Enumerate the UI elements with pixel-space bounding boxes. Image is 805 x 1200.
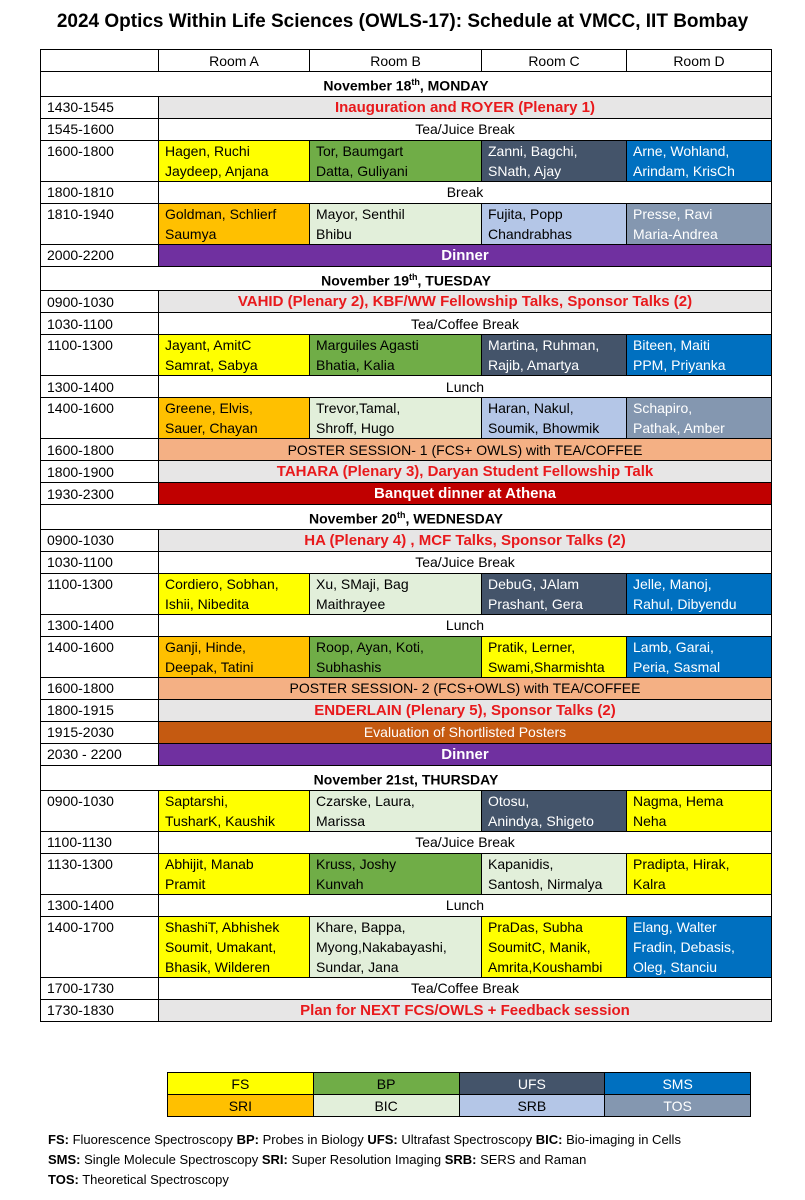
session-title: Tea/Juice Break (415, 121, 515, 138)
abbreviation: UFS: (367, 1132, 398, 1147)
speaker-cell-b (310, 853, 482, 894)
time-slot: 1915-2030 (41, 721, 159, 743)
abbreviation: BP: (236, 1132, 259, 1147)
speaker-line: Schapiro, (633, 400, 693, 417)
speaker-line: Peria, Sasmal (633, 658, 721, 675)
abbreviation-meaning: Super Resolution Imaging (287, 1152, 445, 1167)
speaker-line: Haran, Nakul, (488, 400, 574, 417)
session-row (41, 439, 772, 461)
speaker-cell-c (482, 140, 627, 181)
session-cell (159, 244, 772, 266)
speaker-line: Subhashis (316, 658, 382, 675)
day-name: , MONDAY (419, 77, 489, 94)
session-row (41, 677, 772, 699)
time-slot: 1800-1900 (41, 461, 159, 483)
speaker-line: Abhijit, Manab (165, 855, 254, 872)
time-slot: 1400-1600 (41, 398, 159, 439)
speaker-line: Ishii, Nibedita (165, 595, 250, 612)
speaker-cell-d (627, 916, 772, 977)
abbreviation-meaning: Ultrafast Spectroscopy (397, 1132, 536, 1147)
speaker-line: Rajib, Amartya (488, 357, 580, 374)
day-header-row (41, 72, 772, 97)
session-row (41, 831, 772, 853)
session-title: ENDERLAIN (Plenary 5), Sponsor Talks (2) (314, 701, 616, 719)
definition-line (48, 1150, 798, 1170)
session-cell (159, 677, 772, 699)
session-cell (159, 96, 772, 118)
session-cell (159, 614, 772, 636)
speaker-cell-d (627, 203, 772, 244)
time-slot: 1300-1400 (41, 894, 159, 916)
session-title: Inauguration and ROYER (Plenary 1) (334, 98, 596, 116)
page-title: 2024 Optics Within Life Sciences (OWLS-17): Schedule at VMCC, IIT Bombay (56, 11, 749, 32)
speaker-line: Kruss, Joshy (316, 855, 397, 872)
speaker-cell-c (482, 790, 627, 831)
session-row (41, 977, 772, 999)
speaker-cell-d (627, 853, 772, 894)
parallel-session-row (41, 790, 772, 831)
session-title: Lunch (445, 617, 485, 634)
speaker-line: Presse, Ravi (633, 205, 713, 222)
speaker-line: Sundar, Jana (316, 958, 399, 975)
speaker-line: Pratik, Lerner, (488, 638, 576, 655)
session-cell (159, 999, 772, 1021)
speaker-line: Czarske, Laura, (316, 792, 415, 809)
speaker-line: Santosh, Nirmalya (488, 875, 603, 892)
parallel-session-row (41, 916, 772, 977)
room-header-row (41, 50, 772, 72)
abbreviation: SRB: (444, 1152, 477, 1167)
parallel-session-row (41, 573, 772, 614)
abbreviation-meaning: Fluorescence Spectroscopy (68, 1132, 237, 1147)
speaker-line: Bhibu (316, 225, 352, 242)
session-title: HA (Plenary 4) , MCF Talks, Sponsor Talks (2) (304, 531, 626, 549)
speaker-line: Anindya, Shigeto (488, 812, 594, 829)
speaker-cell-b (310, 636, 482, 677)
speaker-line: Kalra (633, 875, 666, 892)
legend-swatch-srb: SRB (459, 1095, 605, 1117)
speaker-line: Biteen, Maiti (633, 337, 711, 354)
session-cell (159, 977, 772, 999)
schedule-table (40, 49, 772, 1022)
speaker-cell-d (627, 790, 772, 831)
speaker-line: Martina, Ruhman, (488, 337, 600, 354)
speaker-line: Tor, Baumgart (316, 142, 404, 159)
speaker-line: Lamb, Garai, (633, 638, 714, 655)
speaker-line: Samrat, Sabya (165, 357, 258, 374)
speaker-line: Marissa (316, 812, 366, 829)
day-name: , THURSDAY (414, 771, 499, 788)
speaker-cell-c (482, 573, 627, 614)
speaker-cell-a (159, 916, 310, 977)
speaker-cell-b (310, 573, 482, 614)
legend-row (168, 1073, 751, 1095)
time-slot: 1300-1400 (41, 614, 159, 636)
speaker-line: Otosu, (488, 792, 530, 809)
speaker-line: Jelle, Manoj, (633, 575, 712, 592)
speaker-cell-d (627, 335, 772, 376)
time-slot: 1600-1800 (41, 140, 159, 181)
session-title: Plan for NEXT FCS/OWLS + Feedback session (300, 1001, 630, 1019)
speaker-cell-a (159, 790, 310, 831)
session-title: Lunch (445, 378, 485, 395)
speaker-cell-a (159, 573, 310, 614)
abbreviation: FS: (48, 1132, 69, 1147)
time-slot: 1800-1915 (41, 699, 159, 721)
parallel-session-row (41, 398, 772, 439)
parallel-session-row (41, 636, 772, 677)
legend-swatch-tos: TOS (605, 1095, 751, 1117)
day-label: November 20 (309, 510, 397, 527)
speaker-cell-b (310, 335, 482, 376)
speaker-line: Mayor, Senthil (316, 205, 405, 222)
time-slot: 1810-1940 (41, 203, 159, 244)
session-cell (159, 291, 772, 313)
speaker-cell-d (627, 140, 772, 181)
speaker-cell-c (482, 916, 627, 977)
legend-row (168, 1095, 751, 1117)
speaker-line: Maithrayee (316, 595, 386, 612)
speaker-line: Xu, SMaji, Bag (316, 575, 409, 592)
abbreviation-meaning: Probes in Biology (258, 1132, 368, 1147)
speaker-line: Zanni, Bagchi, (488, 142, 578, 159)
abbreviation-meaning: Bio-imaging in Cells (562, 1132, 681, 1147)
time-slot: 1100-1300 (41, 335, 159, 376)
speaker-line: Cordiero, Sobhan, (165, 575, 279, 592)
speaker-line: Trevor,Tamal, (316, 400, 401, 417)
session-title: Dinner (441, 745, 489, 763)
session-title: Banquet dinner at Athena (374, 485, 556, 503)
speaker-line: Kapanidis, (488, 855, 554, 872)
session-title: POSTER SESSION- 1 (FCS+ OWLS) with TEA/COFFEE (287, 441, 643, 458)
speaker-line: TusharK, Kaushik (165, 812, 275, 829)
time-slot: 1700-1730 (41, 977, 159, 999)
parallel-session-row (41, 335, 772, 376)
day-header (41, 765, 772, 790)
room-header-c: Room C (482, 50, 627, 72)
abbreviation-definitions (48, 1130, 798, 1190)
room-header-b: Room B (310, 50, 482, 72)
abbreviation-meaning: SERS and Raman (476, 1152, 587, 1167)
speaker-line: Kunvah (316, 875, 364, 892)
time-slot: 1430-1545 (41, 96, 159, 118)
session-title: POSTER SESSION- 2 (FCS+OWLS) with TEA/COFFEE (289, 680, 641, 697)
speaker-cell-b (310, 398, 482, 439)
day-suffix: th (396, 510, 406, 521)
speaker-cell-a (159, 398, 310, 439)
day-header-row (41, 266, 772, 291)
definition-line (48, 1130, 798, 1150)
abbreviation-meaning: Single Molecule Spectroscopy (80, 1152, 262, 1167)
speaker-line: Nagma, Hema (633, 792, 724, 809)
session-cell (159, 313, 772, 335)
speaker-cell-d (627, 398, 772, 439)
session-row (41, 96, 772, 118)
speaker-line: Hagen, Ruchi (165, 142, 250, 159)
session-row (41, 118, 772, 140)
speaker-line: Elang, Walter (633, 918, 717, 935)
session-row (41, 551, 772, 573)
session-cell (159, 699, 772, 721)
speaker-line: Swami,Sharmishta (488, 658, 605, 675)
session-row (41, 376, 772, 398)
day-name: , WEDNESDAY (405, 510, 503, 527)
time-slot: 1930-2300 (41, 483, 159, 505)
speaker-cell-c (482, 203, 627, 244)
speaker-line: SNath, Ajay (488, 162, 562, 179)
session-cell (159, 118, 772, 140)
speaker-line: Arne, Wohland, (633, 142, 730, 159)
speaker-line: Pramit (165, 875, 206, 892)
speaker-cell-a (159, 853, 310, 894)
speaker-cell-a (159, 140, 310, 181)
speaker-line: Greene, Elvis, (165, 400, 253, 417)
speaker-line: Saumya (165, 225, 217, 242)
session-cell (159, 181, 772, 203)
session-row (41, 614, 772, 636)
day-header-row (41, 505, 772, 530)
abbreviation: SRI: (261, 1152, 288, 1167)
session-row (41, 743, 772, 765)
speaker-line: Soumit, Umakant, (165, 938, 277, 955)
speaker-cell-c (482, 335, 627, 376)
session-title: TAHARA (Plenary 3), Daryan Student Fellowship Talk (276, 463, 654, 481)
session-row (41, 313, 772, 335)
session-cell (159, 483, 772, 505)
speaker-cell-b (310, 203, 482, 244)
legend-swatch-sri: SRI (168, 1095, 314, 1117)
time-slot: 1400-1600 (41, 636, 159, 677)
speaker-line: Myong,Nakabayashi, (316, 938, 447, 955)
speaker-line: Pathak, Amber (633, 420, 725, 437)
room-header-a: Room A (159, 50, 310, 72)
session-title: Lunch (445, 897, 485, 914)
speaker-line: Sauer, Chayan (165, 420, 258, 437)
definition-line (48, 1170, 798, 1190)
speaker-line: Datta, Guliyani (316, 162, 408, 179)
session-cell (159, 551, 772, 573)
speaker-cell-c (482, 636, 627, 677)
legend-swatch-bic: BIC (313, 1095, 459, 1117)
day-label: November 19 (321, 272, 410, 289)
session-row (41, 699, 772, 721)
speaker-cell-a (159, 203, 310, 244)
session-title: Break (446, 184, 484, 201)
speaker-line: Jayant, AmitC (165, 337, 252, 354)
room-header-d: Room D (627, 50, 772, 72)
time-slot: 1100-1130 (41, 831, 159, 853)
speaker-line: Prashant, Gera (488, 595, 583, 612)
session-row (41, 483, 772, 505)
time-slot: 2000-2200 (41, 244, 159, 266)
speaker-line: Saptarshi, (165, 792, 229, 809)
time-slot: 2030 - 2200 (41, 743, 159, 765)
session-title: Tea/Juice Break (415, 554, 515, 571)
session-cell (159, 439, 772, 461)
session-row (41, 999, 772, 1021)
speaker-cell-d (627, 636, 772, 677)
speaker-line: Roop, Ayan, Koti, (316, 638, 424, 655)
speaker-line: Bhatia, Kalia (316, 357, 395, 374)
time-slot: 1100-1300 (41, 573, 159, 614)
speaker-cell-b (310, 916, 482, 977)
session-title: Tea/Juice Break (415, 834, 515, 851)
legend-swatch-sms: SMS (605, 1073, 751, 1095)
speaker-cell-b (310, 790, 482, 831)
session-row (41, 291, 772, 313)
session-row (41, 244, 772, 266)
speaker-line: Soumik, Bhowmik (488, 420, 600, 437)
parallel-session-row (41, 140, 772, 181)
day-suffix: th (409, 271, 418, 282)
speaker-line: Ganji, Hinde, (165, 638, 246, 655)
corner-cell (41, 50, 159, 72)
time-slot: 1130-1300 (41, 853, 159, 894)
session-title: VAHID (Plenary 2), KBF/WW Fellowship Talks, Sponsor Talks (2) (237, 293, 693, 311)
abbreviation: SMS: (48, 1152, 81, 1167)
speaker-line: Pradipta, Hirak, (633, 855, 730, 872)
time-slot: 1730-1830 (41, 999, 159, 1021)
speaker-line: Khare, Bappa, (316, 918, 406, 935)
session-row (41, 529, 772, 551)
speaker-cell-d (627, 573, 772, 614)
speaker-line: DebuG, JAlam (488, 575, 580, 592)
session-cell (159, 376, 772, 398)
legend-swatch-fs: FS (168, 1073, 314, 1095)
time-slot: 1400-1700 (41, 916, 159, 977)
legend-swatch-bp: BP (313, 1073, 459, 1095)
speaker-cell-a (159, 636, 310, 677)
session-row (41, 181, 772, 203)
parallel-session-row (41, 203, 772, 244)
speaker-line: Chandrabhas (488, 225, 573, 242)
legend-swatch-ufs: UFS (459, 1073, 605, 1095)
time-slot: 1800-1810 (41, 181, 159, 203)
session-cell (159, 529, 772, 551)
time-slot: 0900-1030 (41, 291, 159, 313)
session-row (41, 461, 772, 483)
session-cell (159, 461, 772, 483)
speaker-line: Goldman, Schlierf (165, 205, 277, 222)
session-row (41, 894, 772, 916)
day-label: November 18 (323, 77, 412, 94)
time-slot: 0900-1030 (41, 790, 159, 831)
session-title: Tea/Coffee Break (411, 980, 519, 997)
speaker-line: PPM, Priyanka (633, 357, 726, 374)
speaker-line: Oleg, Stanciu (633, 958, 718, 975)
day-suffix: th (411, 77, 420, 87)
time-slot: 1600-1800 (41, 677, 159, 699)
day-header (41, 505, 772, 530)
day-name: , TUESDAY (417, 272, 491, 289)
session-title: Dinner (441, 246, 489, 264)
time-slot: 1030-1100 (41, 551, 159, 573)
session-cell (159, 743, 772, 765)
session-title: Tea/Coffee Break (411, 315, 519, 332)
speaker-cell-a (159, 335, 310, 376)
speaker-line: Amrita,Koushambi (488, 958, 603, 975)
day-header (41, 266, 772, 291)
abbreviation: BIC: (535, 1132, 563, 1147)
day-header-row (41, 765, 772, 790)
session-cell (159, 721, 772, 743)
speaker-cell-c (482, 853, 627, 894)
speaker-line: SoumitC, Manik, (488, 938, 591, 955)
time-slot: 1545-1600 (41, 118, 159, 140)
speaker-line: Maria-Andrea (633, 225, 718, 242)
speaker-line: PraDas, Subha (488, 918, 583, 935)
speaker-line: Deepak, Tatini (165, 658, 254, 675)
speaker-line: Arindam, KrisCh (633, 162, 735, 179)
speaker-line: Fradin, Debasis, (633, 938, 735, 955)
time-slot: 1600-1800 (41, 439, 159, 461)
speaker-line: Rahul, Dibyendu (633, 595, 737, 612)
speaker-cell-b (310, 140, 482, 181)
time-slot: 0900-1030 (41, 529, 159, 551)
speaker-line: Bhasik, Wilderen (165, 958, 271, 975)
session-cell (159, 894, 772, 916)
abbreviation: TOS: (48, 1172, 79, 1187)
day-header (41, 72, 772, 97)
speaker-line: ShashiT, Abhishek (165, 918, 280, 935)
speaker-line: Neha (633, 812, 667, 829)
speaker-cell-c (482, 398, 627, 439)
session-row (41, 721, 772, 743)
parallel-session-row (41, 853, 772, 894)
session-title: Evaluation of Shortlisted Posters (363, 724, 567, 741)
speaker-line: Jaydeep, Anjana (165, 162, 269, 179)
speaker-line: Fujita, Popp (488, 205, 563, 222)
color-legend (167, 1072, 751, 1117)
time-slot: 1300-1400 (41, 376, 159, 398)
abbreviation-meaning: Theoretical Spectroscopy (78, 1172, 229, 1187)
time-slot: 1030-1100 (41, 313, 159, 335)
session-cell (159, 831, 772, 853)
speaker-line: Shroff, Hugo (316, 420, 395, 437)
day-label: November 21st (313, 771, 415, 788)
speaker-line: Marguiles Agasti (316, 337, 419, 354)
